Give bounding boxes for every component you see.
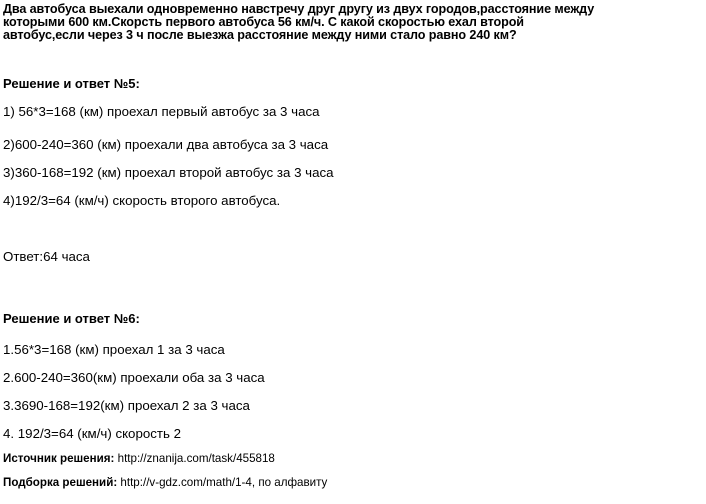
collection-line xyxy=(3,476,327,489)
collection-label: Подборка решений: xyxy=(3,476,118,489)
solution-5-step: 3)360-168=192 (км) проехал второй автобус за 3 часа xyxy=(3,165,334,180)
problem-line: которыми 600 км.Скорсть первого автобуса 56 км/ч. С какой скоростью ехал второй xyxy=(3,15,524,29)
problem-line: автобус,если через 3 ч после выезжа расстояние между ними стало равно 240 км? xyxy=(3,28,517,42)
solution-5-step: 2)600-240=360 (км) проехали два автобуса за 3 часа xyxy=(3,137,329,152)
solution-5-answer: Ответ:64 часа xyxy=(3,249,90,264)
collection-link[interactable]: http://v-gdz.com/math/1-4, по алфавиту xyxy=(120,476,328,489)
source-label: Источник решения: xyxy=(3,452,115,465)
problem-statement xyxy=(3,3,703,42)
solution-6-step: 4. 192/3=64 (км/ч) скорость 2 xyxy=(3,426,181,441)
solution-6-heading: Решение и ответ №6: xyxy=(3,311,140,326)
solution-6-step: 3.3690-168=192(км) проехал 2 за 3 часа xyxy=(3,398,250,413)
solution-5-heading: Решение и ответ №5: xyxy=(3,76,140,91)
source-link[interactable]: http://znanija.com/task/455818 xyxy=(117,452,275,465)
solution-5-step: 4)192/3=64 (км/ч) скорость второго автобуса. xyxy=(3,193,281,208)
solution-6-step: 2.600-240=360(км) проехали оба за 3 часа xyxy=(3,370,265,385)
solution-5-step: 1) 56*3=168 (км) проехал первый автобус за 3 часа xyxy=(3,104,320,119)
source-line xyxy=(3,452,275,465)
solution-6-step: 1.56*3=168 (км) проехал 1 за 3 часа xyxy=(3,342,225,357)
problem-line: Два автобуса выехали одновременно навстречу друг другу из двух городов,расстояние между xyxy=(3,2,595,16)
